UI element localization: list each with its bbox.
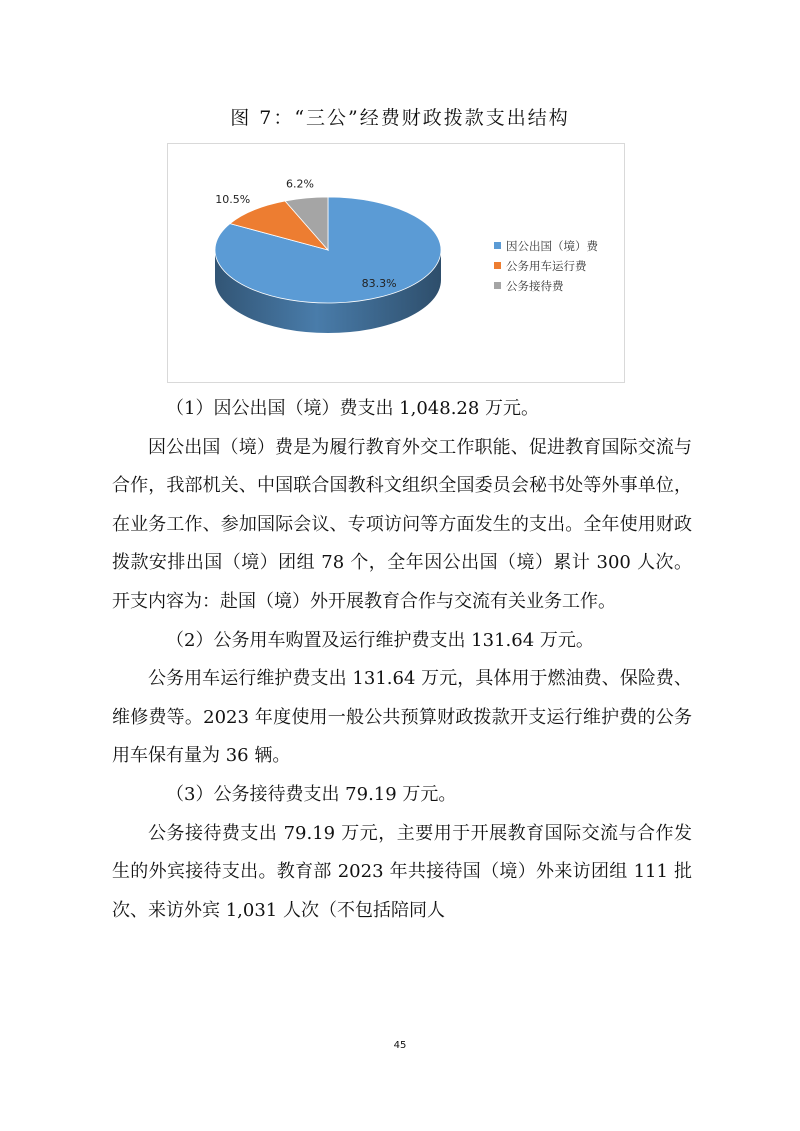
figure-title: 图 7：“三公”经费财政拨款支出结构 [230, 107, 570, 129]
paragraph-3: 公务接待费支出 79.19 万元，主要用于开展教育国际交流与合作发生的外宾接待支出。教育部 2023 年共接待国（境）外来访团组 111 批次、来访外宾 1,031 人次（不包括陪同人 [112, 822, 692, 921]
legend-swatch-2 [494, 282, 501, 289]
data-label-2: 6.2% [286, 177, 314, 191]
legend-swatch-1 [494, 262, 501, 269]
section-heading-1: （1）因公出国（境）费支出 1,048.28 万元。 [166, 398, 540, 419]
page-number: 45 [393, 1040, 407, 1051]
section-heading-3: （3）公务接待费支出 79.19 万元。 [166, 783, 457, 805]
legend-item-0 [494, 236, 598, 256]
paragraph-1: 因公出国（境）费是为履行教育外交工作职能、促进教育国际交流与合作，我部机关、中国联合国教科文组织全国委员会秘书处等外事单位，在业务工作、参加国际会议、专项访问等方面发生的支出。全年使用财政拨款安排出国（境）团组 78 个，全年因公出国（境）累计 300 人次。开支内容为：赴国（境）外开展教育合作与交流有关业务工作。 [112, 436, 692, 612]
paragraph-2: 公务用车运行维护费支出 131.64 万元，具体用于燃油费、保险费、维修费等。2023 年度使用一般公共预算财政拨款开支运行维护费的公务用车保有量为 36 辆。 [112, 668, 692, 767]
pie-chart [167, 143, 625, 383]
legend-label-1: 公务用车运行费 [506, 259, 587, 273]
legend-swatch-0 [494, 242, 501, 249]
body-text [112, 390, 692, 930]
data-label-0: 83.3% [361, 277, 397, 291]
chart-legend [494, 236, 598, 296]
data-label-1: 10.5% [215, 192, 251, 206]
section-heading-2: （2）公务用车购置及运行维护费支出 131.64 万元。 [166, 629, 594, 651]
legend-label-2: 公务接待费 [506, 279, 564, 293]
legend-item-1 [494, 256, 598, 276]
legend-item-2 [494, 276, 598, 296]
legend-label-0: 因公出国（境）费 [506, 239, 598, 253]
